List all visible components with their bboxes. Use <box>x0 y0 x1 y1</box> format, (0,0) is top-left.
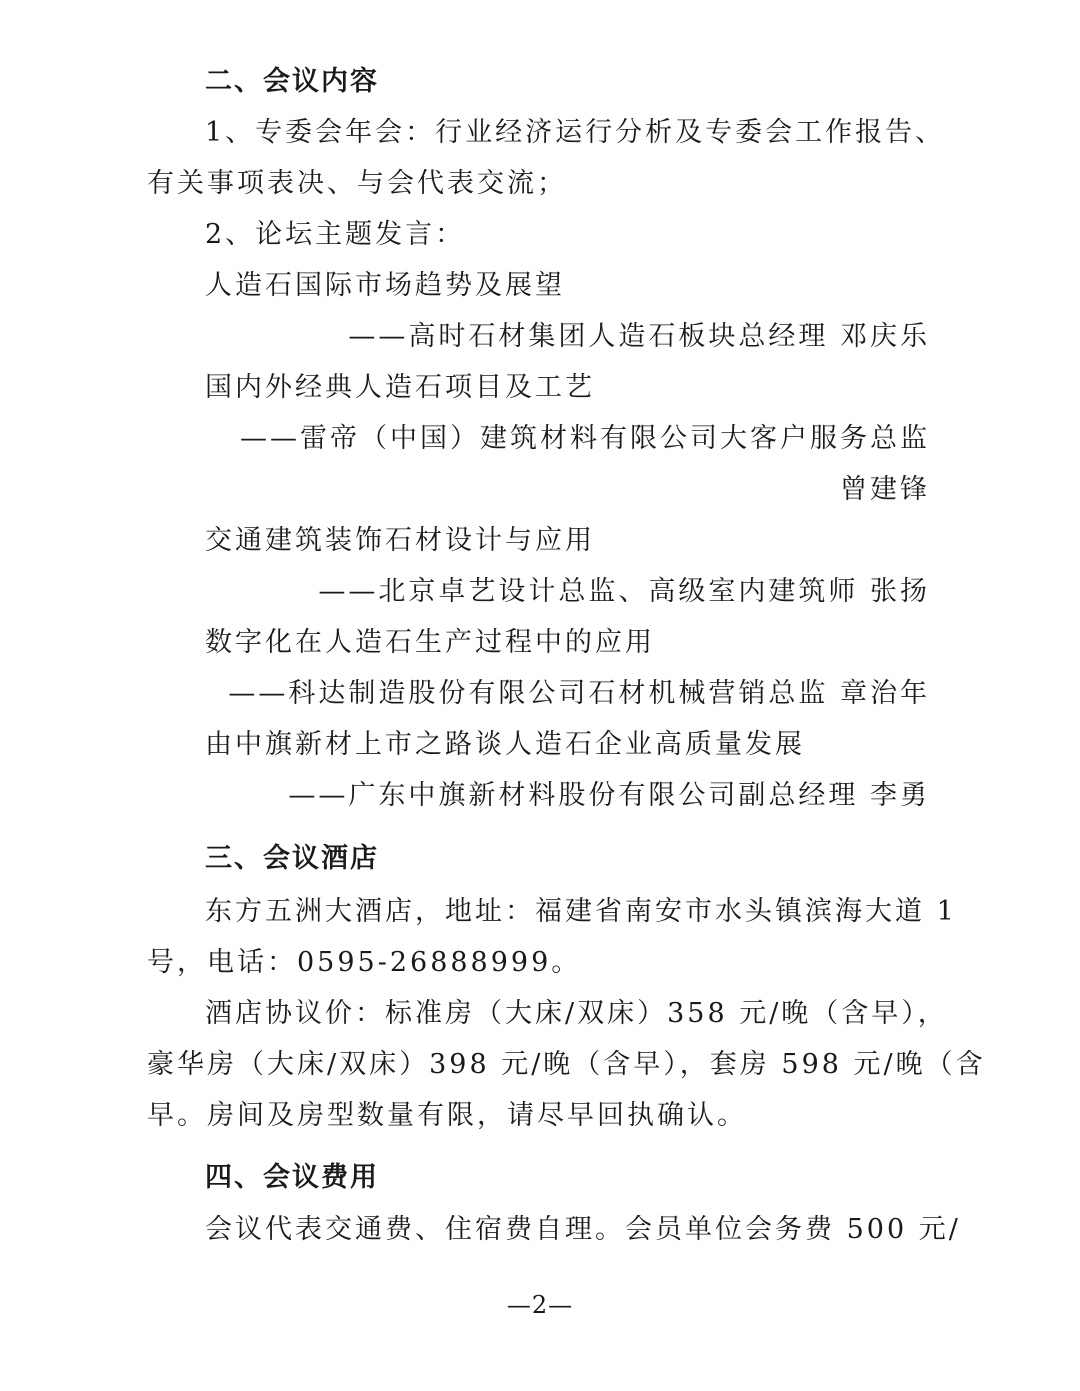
talk-topic: 人造石国际市场趋势及展望 <box>205 270 565 301</box>
hotel-price-line-3: 早。房间及房型数量有限，请尽早回执确认。 <box>147 1100 747 1131</box>
talk-topic: 交通建筑装饰石材设计与应用 <box>205 525 595 556</box>
hotel-price-line-2: 豪华房（大床/双床）398 元/晚（含早），套房 598 元/晚（含 <box>147 1049 986 1080</box>
talk-speaker: ——雷帝（中国）建筑材料有限公司大客户服务总监 <box>240 423 930 454</box>
agenda-item-1-line-2: 有关事项表决、与会代表交流； <box>147 168 567 199</box>
page-number: —2— <box>506 1291 574 1319</box>
hotel-address-line-1: 东方五洲大酒店，地址：福建省南安市水头镇滨海大道 1 <box>205 896 957 927</box>
fees-line-1: 会议代表交通费、住宿费自理。会员单位会务费 500 元/ <box>205 1214 961 1245</box>
talk-speaker-continued: 曾建锋 <box>840 474 930 505</box>
hotel-price-line-1: 酒店协议价：标准房（大床/双床）358 元/晚（含早）， <box>205 998 948 1029</box>
talk-topic: 由中旗新材上市之路谈人造石企业高质量发展 <box>205 729 805 760</box>
hotel-address-line-2: 号，电话：0595-26888999。 <box>147 947 582 978</box>
talk-speaker: ——北京卓艺设计总监、高级室内建筑师 张扬 <box>318 576 930 607</box>
talk-topic: 国内外经典人造石项目及工艺 <box>205 372 595 403</box>
agenda-item-2-label: 2、论坛主题发言： <box>205 219 466 250</box>
talk-speaker: ——广东中旗新材料股份有限公司副总经理 李勇 <box>288 780 930 811</box>
talk-speaker: ——科达制造股份有限公司石材机械营销总监 章治年 <box>228 678 930 709</box>
section-heading-meeting-hotel: 三、会议酒店 <box>205 843 379 874</box>
agenda-item-1-line-1: 1、专委会年会：行业经济运行分析及专委会工作报告、 <box>205 117 946 148</box>
section-heading-meeting-fees: 四、会议费用 <box>205 1162 379 1193</box>
talk-speaker: ——高时石材集团人造石板块总经理 邓庆乐 <box>348 321 930 352</box>
talk-topic: 数字化在人造石生产过程中的应用 <box>205 627 655 658</box>
section-heading-meeting-content: 二、会议内容 <box>205 66 379 97</box>
